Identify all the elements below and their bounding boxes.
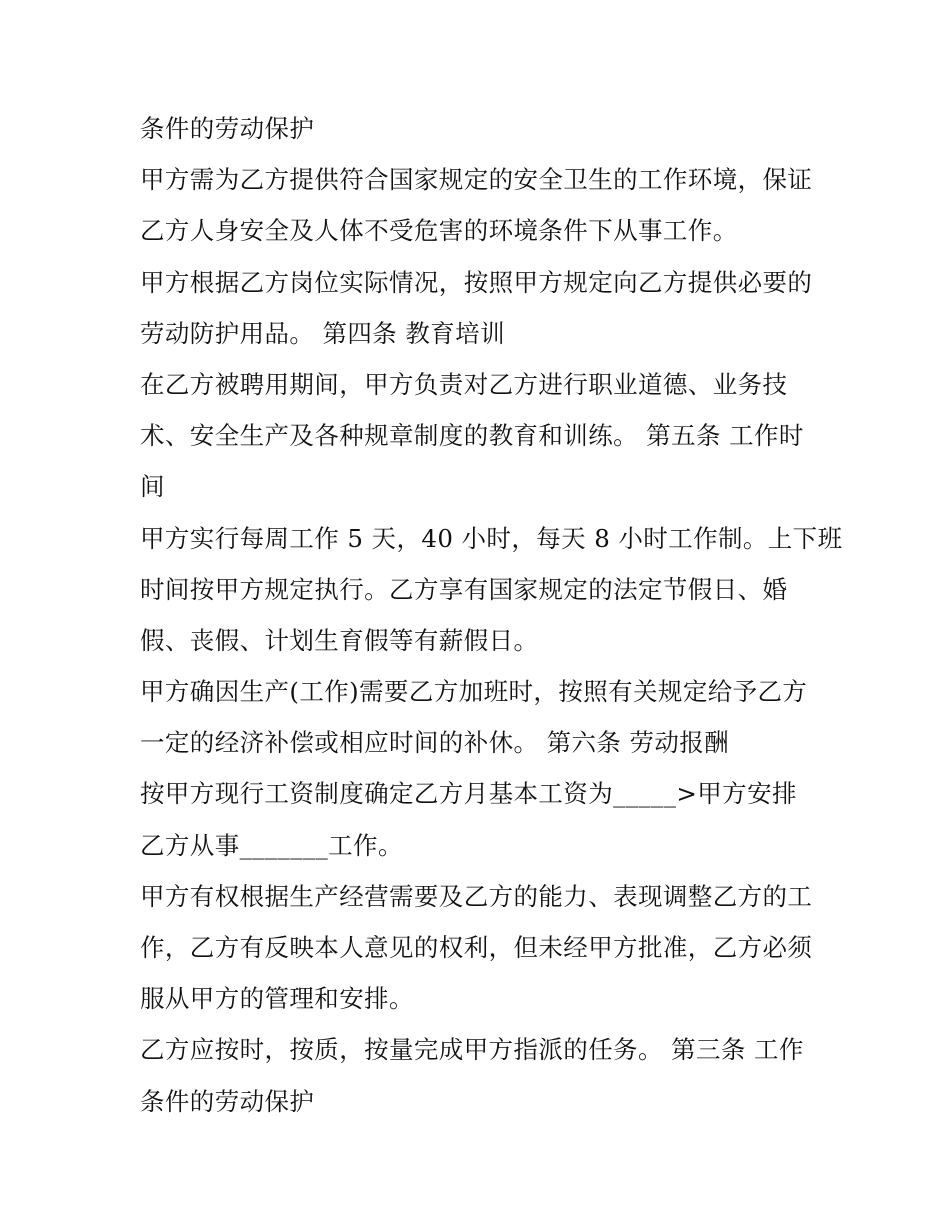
document-body xyxy=(140,103,843,1127)
text-line: 甲方实行每周工作 5 天，40 小时，每天 8 小时工作制。上下班 xyxy=(140,523,843,553)
text-line: 术、安全生产及各种规章制度的教育和训练。 第五条 工作时 xyxy=(140,421,804,451)
text-line: 乙方应按时，按质，按量完成甲方指派的任务。 第三条 工作 xyxy=(140,1035,804,1065)
text-line: 时间按甲方规定执行。乙方享有国家规定的法定节假日、婚 xyxy=(140,574,788,604)
text-line: 甲方根据乙方岗位实际情况，按照甲方规定向乙方提供必要的 xyxy=(140,267,813,297)
text-line: 劳动防护用品。 第四条 教育培训 xyxy=(140,318,505,348)
text-line: 在乙方被聘用期间，甲方负责对乙方进行职业道德、业务技 xyxy=(140,369,788,399)
text-line: 乙方人身安全及人体不受危害的环境条件下从事工作。 xyxy=(140,216,738,246)
text-line: 条件的劳动保护 xyxy=(140,1086,315,1116)
text-line: 服从甲方的管理和安排。 xyxy=(140,984,414,1014)
text-line: 作，乙方有反映本人意见的权利，但未经甲方批准，乙方必须 xyxy=(140,933,813,962)
text-line: 甲方确因生产(工作)需要乙方加班时，按照有关规定给予乙方 xyxy=(140,677,808,707)
text-line: 按甲方现行工资制度确定乙方月基本工资为_____>甲方安排 xyxy=(140,779,797,809)
text-line: 假、丧假、计划生育假等有薪假日。 xyxy=(140,625,539,655)
text-line: 间 xyxy=(140,472,165,502)
text-line: 条件的劳动保护 xyxy=(140,114,315,143)
text-line: 甲方需为乙方提供符合国家规定的安全卫生的工作环境，保证 xyxy=(140,165,813,195)
text-line: 乙方从事_______工作。 xyxy=(140,830,403,860)
text-line: 甲方有权根据生产经营需要及乙方的能力、表现调整乙方的工 xyxy=(140,881,813,911)
text-line: 一定的经济补偿或相应时间的补休。 第六条 劳动报酬 xyxy=(140,728,730,758)
